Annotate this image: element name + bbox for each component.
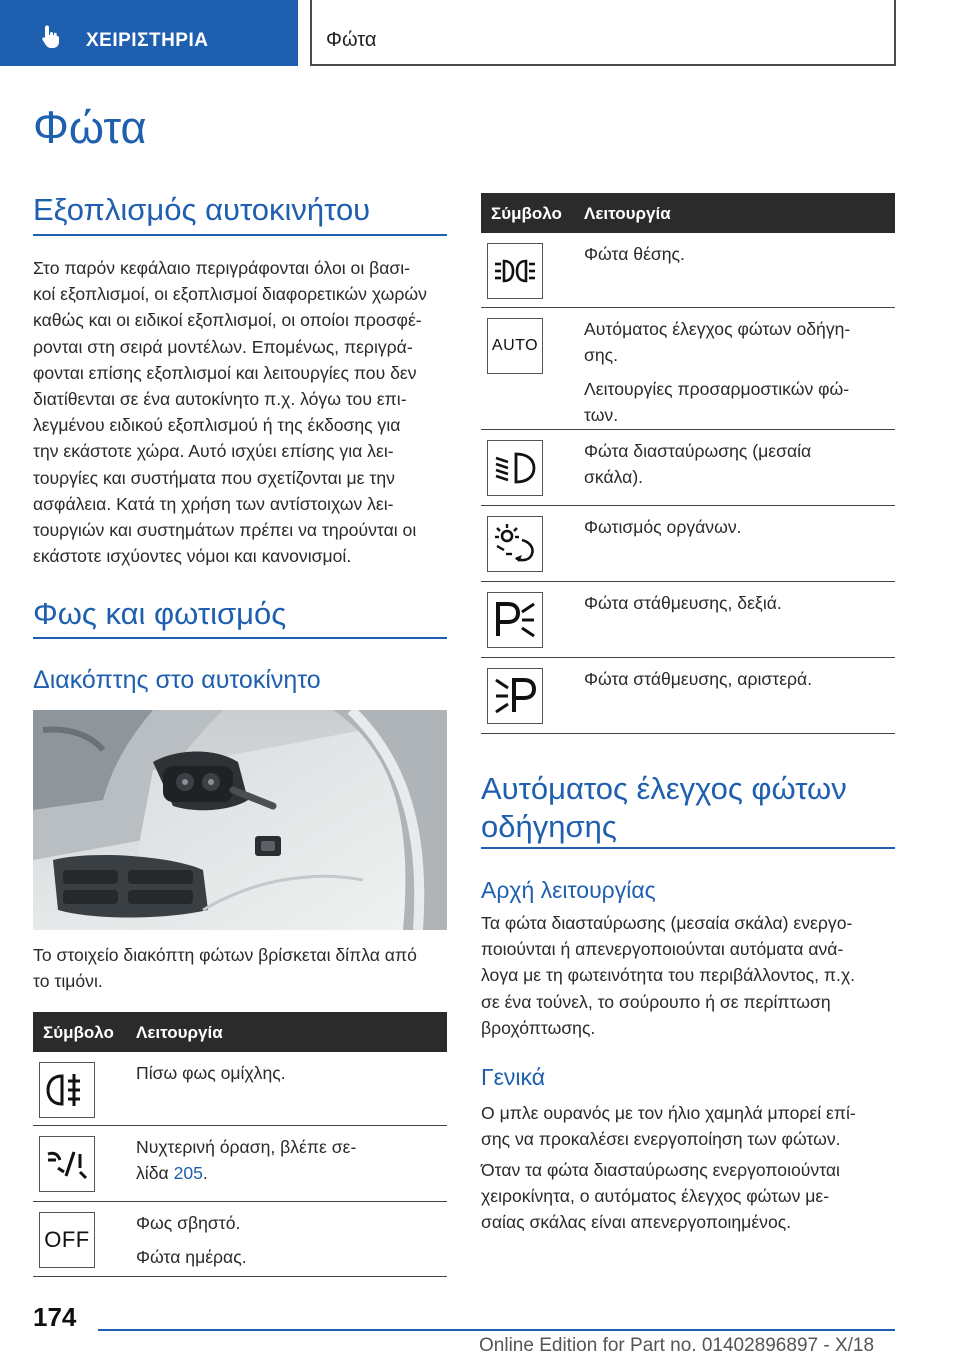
heading-rule — [481, 847, 895, 849]
page-number: 174 — [33, 1302, 77, 1332]
table-row — [33, 1126, 447, 1202]
heading-switch: Διακόπτης στο αυτοκίνητο — [33, 666, 321, 694]
heading-rule — [33, 234, 447, 236]
hand-pointer-icon — [40, 24, 62, 50]
page-title: Φώτα — [33, 102, 147, 153]
table-header — [33, 1012, 447, 1052]
text-line: ασφάλεια. Κατά τη χρήση των αντίστοιχων λει‐ — [33, 493, 394, 514]
heading-lights: Φως και φωτισμός — [33, 596, 287, 631]
heading-equipment: Εξοπλισμός αυτοκινήτου — [33, 192, 371, 227]
off-icon: OFF — [39, 1212, 95, 1268]
text-line: την εκάστοτε χώρα. Αυτό ισχύει επίσης για λει‐ — [33, 441, 394, 462]
row-description: Φώτα θέσης. — [584, 244, 685, 264]
text-line: καθώς και οι ειδικοί εξοπλισμοί, οι οποίοι προσφέ‐ — [33, 310, 422, 331]
table-row — [481, 233, 895, 308]
text-line: τουργιών και συστημάτων πρέπει να τηρούνται οι — [33, 520, 417, 541]
section-tab-label: ΧΕΙΡΙΣΤΗΡΙΑ — [86, 30, 209, 51]
night-vision-icon — [39, 1136, 95, 1192]
col-header-symbol: Σύμβολο — [491, 204, 562, 223]
edition-text: Online Edition for Part no. 01402896897 - X/18 — [479, 1335, 875, 1356]
auto-icon: AUTO — [487, 318, 543, 374]
symbol-table-right — [481, 193, 895, 734]
heading-rule — [33, 637, 447, 639]
parking-lights-icon — [487, 243, 543, 299]
text-line: λεγμένου ειδικού εξοπλισμού ή της έκδοσης για — [33, 415, 401, 436]
text-line: το τιμόνι. — [33, 971, 103, 992]
text-line: τουργίες και συστήματα που σχετίζονται με την — [33, 467, 395, 488]
parking-light-left-icon — [487, 668, 543, 724]
table-row — [481, 582, 895, 658]
row-description: Φωτισμός οργάνων. — [584, 517, 742, 537]
general-paragraph-2: Όταν τα φώτα διασταύρωσης ενεργοποιούνται χειροκίνητα, ο αυτόματος έλεγχος φώτων με‐ σαίας σκάλας είναι απενεργοποιημένος. — [481, 1160, 840, 1233]
row-description: Πίσω φως ομίχλης. — [136, 1063, 286, 1083]
row-description: Φως σβηστό. Φώτα ημέρας. — [136, 1213, 247, 1267]
table-row — [481, 658, 895, 734]
text-line: κοί εξοπλισμοί, οι εξοπλισμοί διαφορετικών χωρών — [33, 284, 427, 305]
low-beam-icon — [487, 440, 543, 496]
heading-auto-lights: Αυτόματος έλεγχος φώτων οδήγησης — [481, 771, 847, 844]
page-reference-link[interactable]: 205 — [173, 1163, 203, 1183]
row-description: Φώτα διασταύρωσης (μεσαία σκάλα). — [584, 441, 812, 487]
switch-caption — [33, 942, 453, 994]
text-line: εκάστοτε ισχύοντες νόμοι και κανονισμοί. — [33, 546, 352, 567]
col-header-function: Λειτουργία — [136, 1023, 223, 1042]
col-header-symbol: Σύμβολο — [43, 1023, 114, 1042]
text-line: φονται επίσης εξοπλισμοί και λειτουργίες που δεν — [33, 362, 417, 383]
table-row — [481, 506, 895, 582]
text-line: ρονται στη σειρά μοντέλων. Επομένως, περιγρά‐ — [33, 336, 413, 357]
section-tab[interactable] — [0, 0, 298, 66]
text-line: Το στοιχείο διακόπτη φώτων βρίσκεται δίπλα από — [33, 945, 417, 965]
heading-principle: Αρχή λειτουργίας — [481, 877, 656, 903]
footer-rule — [98, 1329, 895, 1331]
rear-fog-light-icon — [39, 1062, 95, 1118]
general-paragraph-1: Ο μπλε ουρανός με τον ήλιο χαμηλά μπορεί επί‐ σης να προκαλέσει ενεργοποίηση των φώτων. — [481, 1103, 856, 1150]
text-line: διατίθενται σε ένα αυτοκίνητο π.χ. λόγω του επι‐ — [33, 389, 407, 410]
table-row — [481, 430, 895, 506]
principle-paragraph: Τα φώτα διασταύρωσης (μεσαία σκάλα) ενεργο‐ ποιούνται ή απενεργοποιούνται αυτόματα ανά‐ λογα με τη φωτεινότητα του περιβάλλοντος, π.χ. σε ένα τούνελ, το σούρουπο ή σε περίπτωση βροχόπτωσης. — [481, 913, 856, 1038]
table-row — [33, 1052, 447, 1126]
row-description: Νυχτερινή όραση, βλέπε σε‐ λίδα 205. — [136, 1137, 357, 1183]
equipment-paragraph — [33, 255, 453, 569]
page-header — [0, 0, 960, 66]
symbol-table-left — [33, 1012, 447, 1277]
table-row — [481, 308, 895, 430]
parking-light-right-icon — [487, 592, 543, 648]
light-switch-photo — [33, 710, 447, 930]
text-line: Στο παρόν κεφάλαιο περιγράφονται όλοι οι βασι‐ — [33, 258, 411, 278]
row-description: Φώτα στάθμευσης, αριστερά. — [584, 669, 813, 689]
heading-general: Γενικά — [481, 1064, 546, 1090]
table-row — [33, 1202, 447, 1277]
row-description: Αυτόματος έλεγχος φώτων οδήγη‐ σης. Λειτουργίες προσαρμοστικών φώ‐ των. — [584, 319, 851, 425]
instrument-lighting-icon — [487, 516, 543, 572]
chapter-title: Φώτα — [326, 29, 377, 51]
chapter-box — [310, 0, 896, 66]
table-header — [481, 193, 895, 233]
row-description: Φώτα στάθμευσης, δεξιά. — [584, 593, 782, 613]
col-header-function: Λειτουργία — [584, 204, 671, 223]
